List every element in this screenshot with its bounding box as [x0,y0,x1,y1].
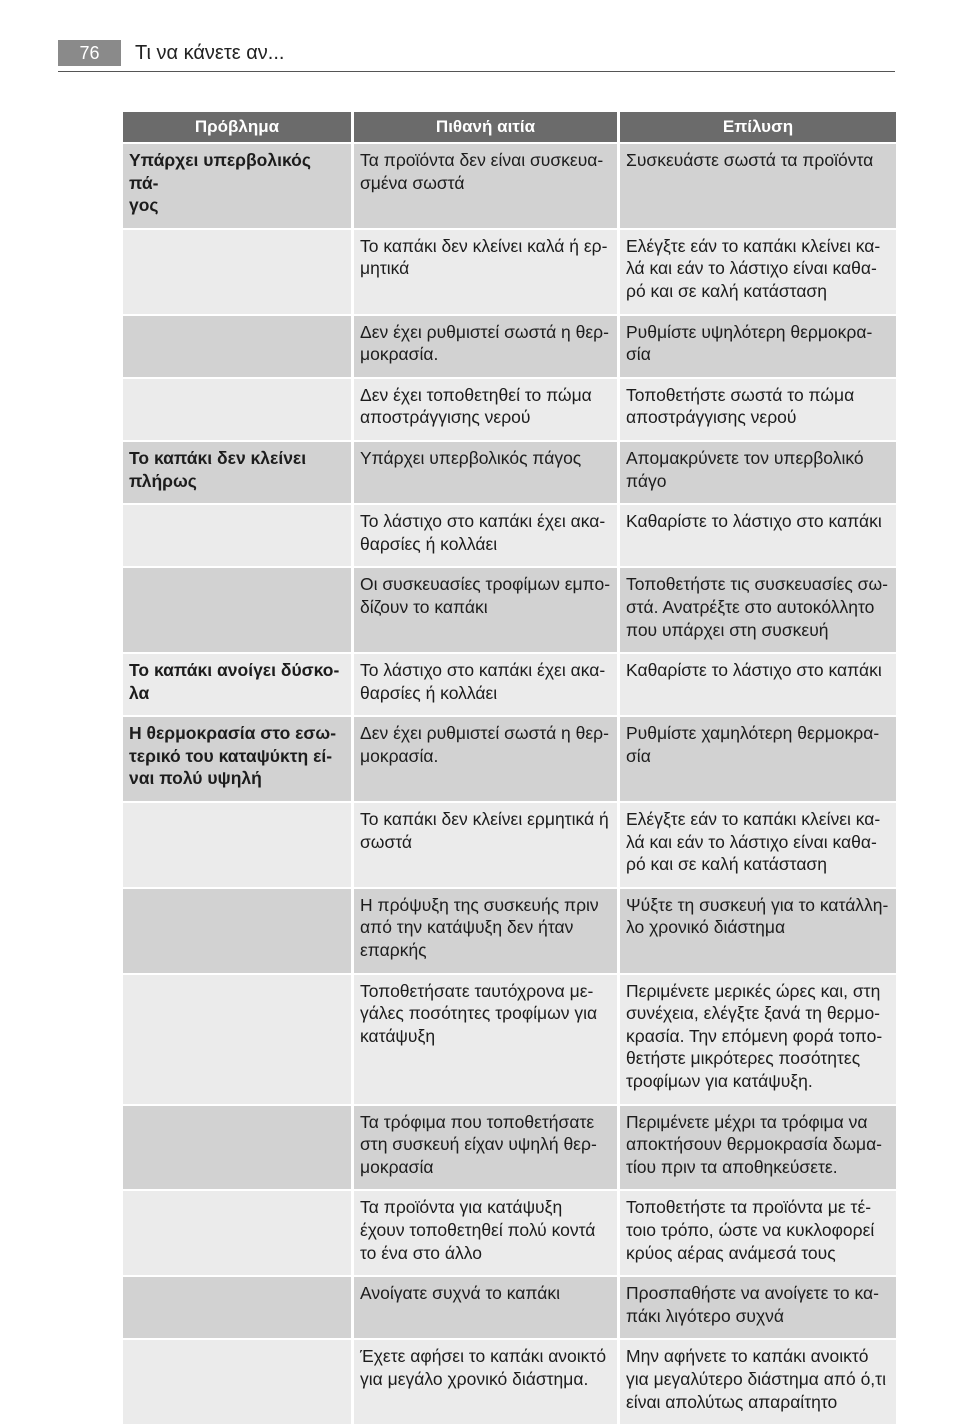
table-row [123,505,896,566]
table-row [123,717,896,801]
table-row [123,975,896,1104]
table-row [123,568,896,652]
problem-cell [123,1340,351,1424]
table-row [123,144,896,228]
cause-cell: Το λάστιχο στο καπάκι έχει ακα- θαρσίες ή κολλάει [354,654,617,715]
solution-cell: Περιμένετε μέχρι τα τρόφιμα να αποκτήσουν θερμοκρασία δωμα- τίου πριν τα αποθηκεύσετε. [620,1106,896,1190]
cause-cell: Το καπάκι δεν κλείνει καλά ή ερ- μητικά [354,230,617,314]
section-title: Τι να κάνετε αν... [135,42,285,64]
cause-cell: Η πρόψυξη της συσκευής πριν από την κατάψυξη δεν ήταν επαρκής [354,889,617,973]
solution-cell: Ελέγξτε εάν το καπάκι κλείνει κα- λά και εάν το λάστιχο είναι καθα- ρό και σε καλή κατάσταση [620,230,896,314]
cause-cell: Τα τρόφιμα που τοποθετήσατε στη συσκευή είχαν υψηλή θερ- μοκρασία [354,1106,617,1190]
table-row [123,1340,896,1424]
table-header-row [123,112,896,142]
problem-cell: Το καπάκι δεν κλείνει πλήρως [123,442,351,503]
column-header-solution: Επίλυση [620,112,896,142]
problem-cell [123,316,351,377]
table-row [123,654,896,715]
cause-cell: Δεν έχει ρυθμιστεί σωστά η θερ- μοκρασία. [354,717,617,801]
problem-cell [123,379,351,440]
solution-cell: Συσκευάστε σωστά τα προϊόντα [620,144,896,228]
solution-cell: Προσπαθήστε να ανοίγετε το κα- πάκι λιγότερο συχνά [620,1277,896,1338]
problem-cell [123,1106,351,1190]
troubleshooting-table [120,110,899,1426]
problem-cell [123,505,351,566]
solution-cell: Ελέγξτε εάν το καπάκι κλείνει κα- λά και εάν το λάστιχο είναι καθα- ρό και σε καλή κατάσταση [620,803,896,887]
solution-cell: Τοποθετήστε σωστά το πώμα αποστράγγισης νερού [620,379,896,440]
solution-cell: Μην αφήνετε το καπάκι ανοικτό για μεγαλύτερο διάστημα από ό,τι είναι απολύτως απαραίτητο [620,1340,896,1424]
solution-cell: Ψύξτε τη συσκευή για το κατάλλη- λο χρονικό διάστημα [620,889,896,973]
cause-cell: Τα προϊόντα για κατάψυξη έχουν τοποθετηθεί πολύ κοντά το ένα στο άλλο [354,1191,617,1275]
problem-cell [123,889,351,973]
table-row [123,316,896,377]
page-header [58,40,895,72]
solution-cell: Τοποθετήστε τις συσκευασίες σω- στά. Ανατρέξτε στο αυτοκόλλητο που υπάρχει στη συσκευή [620,568,896,652]
problem-cell [123,975,351,1104]
solution-cell: Περιμένετε μερικές ώρες και, στη συνέχεια, ελέγξτε ξανά τη θερμο- κρασία. Την επόμενη φορά τοπο- θετήστε μικρότερες ποσότητες τροφίμων για κατάψυξη. [620,975,896,1104]
cause-cell: Έχετε αφήσει το καπάκι ανοικτό για μεγάλο χρονικό διάστημα. [354,1340,617,1424]
cause-cell: Δεν έχει τοποθετηθεί το πώμα αποστράγγισης νερού [354,379,617,440]
table-row [123,1277,896,1338]
cause-cell: Δεν έχει ρυθμιστεί σωστά η θερ- μοκρασία. [354,316,617,377]
problem-cell: Υπάρχει υπερβολικός πά- γος [123,144,351,228]
solution-cell: Ρυθμίστε χαμηλότερη θερμοκρα- σία [620,717,896,801]
cause-cell: Το λάστιχο στο καπάκι έχει ακα- θαρσίες ή κολλάει [354,505,617,566]
solution-cell: Καθαρίστε το λάστιχο στο καπάκι [620,505,896,566]
table-row [123,1106,896,1190]
problem-cell [123,1277,351,1338]
problem-cell: Η θερμοκρασία στο εσω- τερικό του καταψύκτη εί- ναι πολύ υψηλή [123,717,351,801]
solution-cell: Καθαρίστε το λάστιχο στο καπάκι [620,654,896,715]
problem-cell [123,230,351,314]
table-row [123,379,896,440]
page-number: 76 [58,40,121,66]
table-row [123,889,896,973]
column-header-problem: Πρόβλημα [123,112,351,142]
table-row [123,803,896,887]
cause-cell: Υπάρχει υπερβολικός πάγος [354,442,617,503]
column-header-cause: Πιθανή αιτία [354,112,617,142]
cause-cell: Τοποθετήσατε ταυτόχρονα με- γάλες ποσότητες τροφίμων για κατάψυξη [354,975,617,1104]
problem-cell [123,1191,351,1275]
cause-cell: Τα προϊόντα δεν είναι συσκευα- σμένα σωστά [354,144,617,228]
cause-cell: Το καπάκι δεν κλείνει ερμητικά ή σωστά [354,803,617,887]
table-row [123,230,896,314]
solution-cell: Απομακρύνετε τον υπερβολικό πάγο [620,442,896,503]
cause-cell: Οι συσκευασίες τροφίμων εμπο- δίζουν το καπάκι [354,568,617,652]
cause-cell: Ανοίγατε συχνά το καπάκι [354,1277,617,1338]
table-row [123,1191,896,1275]
solution-cell: Ρυθμίστε υψηλότερη θερμοκρα- σία [620,316,896,377]
problem-cell [123,568,351,652]
problem-cell [123,803,351,887]
problem-cell: Το καπάκι ανοίγει δύσκο- λα [123,654,351,715]
solution-cell: Τοποθετήστε τα προϊόντα με τέ- τοιο τρόπο, ώστε να κυκλοφορεί κρύος αέρας ανάμεσά τους [620,1191,896,1275]
table-row [123,442,896,503]
